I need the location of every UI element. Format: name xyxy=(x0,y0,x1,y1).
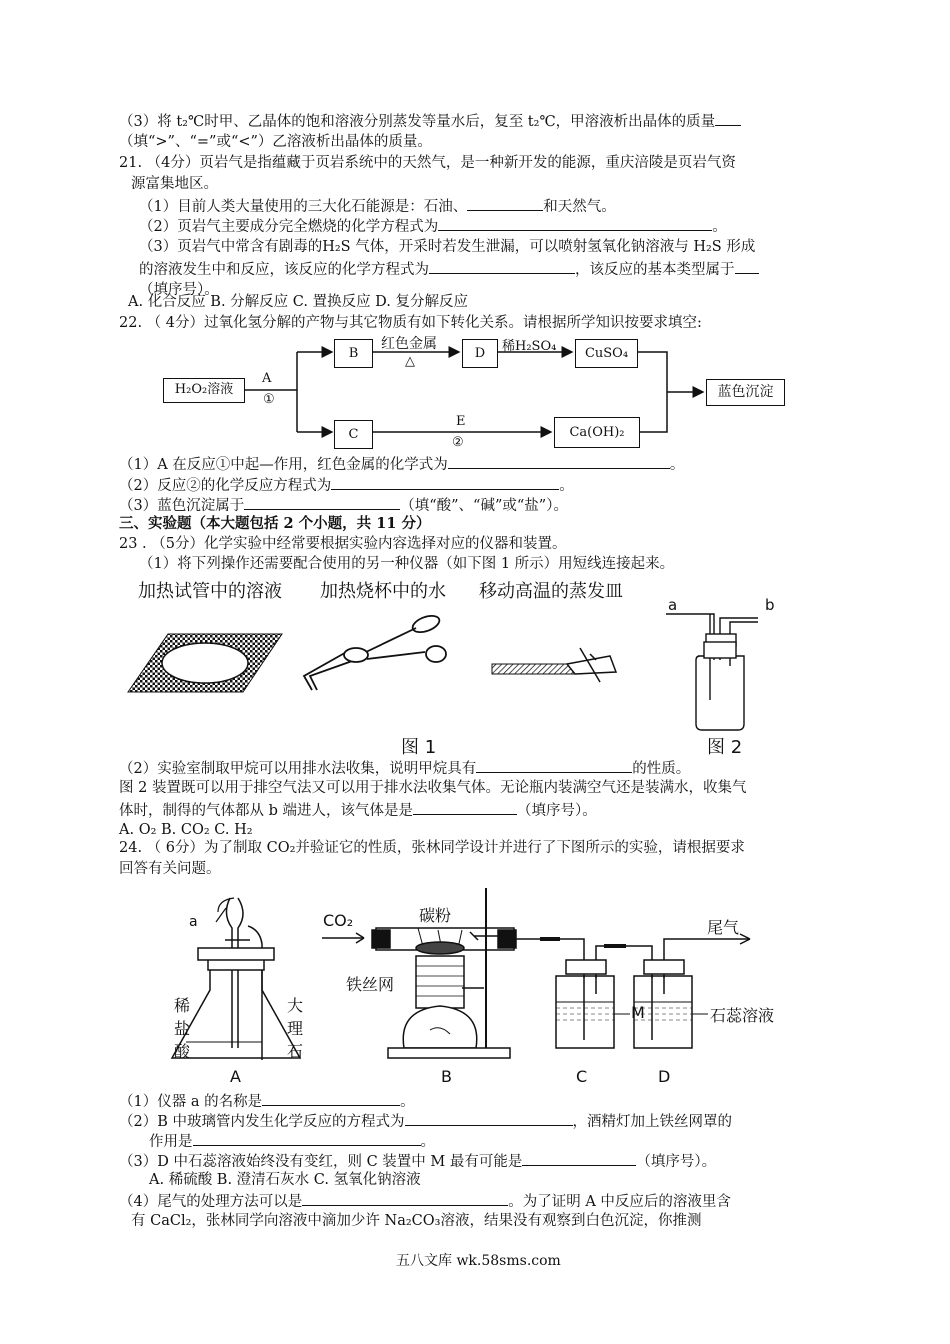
node-h2o2: H₂O₂溶液 xyxy=(163,378,245,403)
arrow-label-a: A xyxy=(262,371,272,386)
q24-p3-options: A. 稀硫酸 B. 澄清石灰水 C. 氢氧化钠溶液 xyxy=(149,1172,421,1188)
answer-blank[interactable] xyxy=(405,1110,573,1126)
label-device-a: A xyxy=(230,1067,241,1086)
label-litmus: 石蕊溶液 xyxy=(710,1006,775,1025)
q21-p1: （1）目前人类大量使用的三大化石能源是：石油、 和天然气。 xyxy=(139,195,616,217)
q22-p3: （3）蓝色沉淀属于 （填“酸”、“碱”或“盐”）。 xyxy=(119,494,568,516)
q21-options: A. 化合反应 B. 分解反应 C. 置换反应 D. 复分解反应 xyxy=(128,294,469,310)
q23-p2-line3: 体时，制得的气体都从 b 端进人，该气体是是 （填序号）。 xyxy=(119,799,597,821)
q23-options: A. O₂ B. CO₂ C. H₂ xyxy=(119,822,253,838)
q24-p4-line2: 有 CaCl₂，张林同学向溶液中滴加少许 Na₂CO₃溶液，结果没有观察到白色沉淀，你推测 xyxy=(131,1213,702,1229)
q24-p4: （4）尾气的处理方法可以是 。为了证明 A 中反应后的溶液里含 xyxy=(119,1190,731,1212)
q21-p2: （2）页岩气主要成分完全燃烧的化学方程式为 。 xyxy=(139,215,727,237)
q22-p2: （2）反应②的化学反应方程式为 。 xyxy=(119,474,574,496)
q23-stem: 23 . （5分）化学实验中经常要根据实验内容选择对应的仪器和装置。 xyxy=(119,536,567,552)
fig2-label-a: a xyxy=(668,596,678,614)
q20-p3-line1: （3）将 t₂℃时甲、乙晶体的饱和溶液分别蒸发等量水后，复至 t₂℃，甲溶液析出晶体的质量 xyxy=(119,110,741,132)
q23-p2: （2）实验室制取甲烷可以用排水法收集，说明甲烷具有 的性质。 xyxy=(119,757,690,779)
label-co2: CO₂ xyxy=(323,911,354,930)
q24-p3: （3）D 中石蕊溶液始终没有变红，则 C 装置中 M 最有可能是 （填序号）。 xyxy=(119,1150,716,1172)
q24-stem-2: 回答有关问题。 xyxy=(119,861,221,877)
node-b: B xyxy=(334,339,373,368)
arrow-label-2: ② xyxy=(452,435,464,450)
q24-p1: （1）仪器 a 的名称是 。 xyxy=(119,1090,415,1112)
q21-p3-line2: 的溶液发生中和反应，该反应的化学方程式为 ，该反应的基本类型属于 xyxy=(139,258,759,280)
arrow-label-red-metal: 红色金属 xyxy=(381,336,437,352)
node-c: C xyxy=(334,420,373,449)
node-cuso4: CuSO₄ xyxy=(575,339,638,368)
q23-p1: （1）将下列操作还需要配合使用的另一种仪器（如下图 1 所示）用短线连接起来。 xyxy=(139,556,675,572)
q21-p3-line3: （填序号）。 xyxy=(139,282,219,298)
label-device-d: D xyxy=(658,1067,671,1086)
section-3-heading: 三、实验题（本大题包括 2 个小题，共 11 分） xyxy=(119,515,431,532)
arrow-label-1: ① xyxy=(263,392,275,407)
answer-blank[interactable] xyxy=(302,1190,508,1206)
label-dilute-hcl: 稀 盐 酸 xyxy=(174,996,191,1061)
label-a-funnel: a xyxy=(189,914,198,930)
label-carbon-powder: 碳粉 xyxy=(419,906,452,925)
q24-p2-line2: 作用是 。 xyxy=(149,1130,435,1152)
label-m: M xyxy=(631,1003,645,1022)
node-caoh2: Ca(OH)₂ xyxy=(554,417,640,448)
answer-blank[interactable] xyxy=(522,1150,636,1166)
label-tail-gas: 尾气 xyxy=(707,918,740,937)
footer-watermark: 五八文库 wk.58sms.com xyxy=(396,1253,561,1269)
q22-stem: 22. （ 4分）过氧化氢分解的产物与其它物质有如下转化关系。请根据所学知识按要求填空: xyxy=(119,315,702,331)
op-heat-test-tube: 加热试管中的溶液 xyxy=(138,581,282,602)
answer-blank[interactable] xyxy=(262,1090,400,1106)
label-device-c: C xyxy=(576,1067,588,1086)
q22-p1: （1）A 在反应①中起—作用，红色金属的化学式为 。 xyxy=(119,453,684,475)
figure-1-caption: 图 1 xyxy=(401,737,437,758)
figure-2-caption: 图 2 xyxy=(707,737,743,758)
answer-blank[interactable] xyxy=(193,1130,421,1146)
node-d: D xyxy=(462,339,498,368)
q23-p2-line2: 图 2 装置既可以用于排空气法又可以用于排水法收集气体。无论瓶内装满空气还是装满水，收集气 xyxy=(119,780,747,796)
q24-p2: （2）B 中玻璃管内发生化学反应的方程式为 ，酒精灯加上铁丝网罩的 xyxy=(119,1110,732,1132)
q24-stem: 24. （ 6分）为了制取 CO₂并验证它的性质，张林同学设计并进行了下图所示的实验，请根据要求 xyxy=(119,840,745,856)
q21-stem: 21. （4分）页岩气是指蕴藏于页岩系统中的天然气，是一种新开发的能源，重庆涪陵是页岩气资 xyxy=(119,155,736,171)
node-blue-precipitate: 蓝色沉淀 xyxy=(706,379,785,406)
q20-p3-line2: （填“>”、“=”或“<”）乙溶液析出晶体的质量。 xyxy=(119,134,432,150)
q21-p3: （3）页岩气中常含有剧毒的H₂S 气体，开采时若发生泄漏，可以喷射氢氧化钠溶液与 H₂S 形成 xyxy=(139,239,756,255)
heat-symbol: △ xyxy=(405,354,415,369)
fig2-label-b: b xyxy=(765,596,775,614)
label-wire-mesh: 铁丝网 xyxy=(346,975,395,994)
q21-stem-2: 源富集地区。 xyxy=(131,176,218,192)
arrow-label-e: E xyxy=(456,414,466,429)
op-move-dish: 移动高温的蒸发皿 xyxy=(479,581,623,602)
label-device-b: B xyxy=(441,1067,452,1086)
label-marble: 大 理 石 xyxy=(287,996,304,1061)
op-heat-beaker: 加热烧杯中的水 xyxy=(320,581,446,602)
arrow-label-dilute-acid: 稀H₂SO₄ xyxy=(502,339,557,354)
